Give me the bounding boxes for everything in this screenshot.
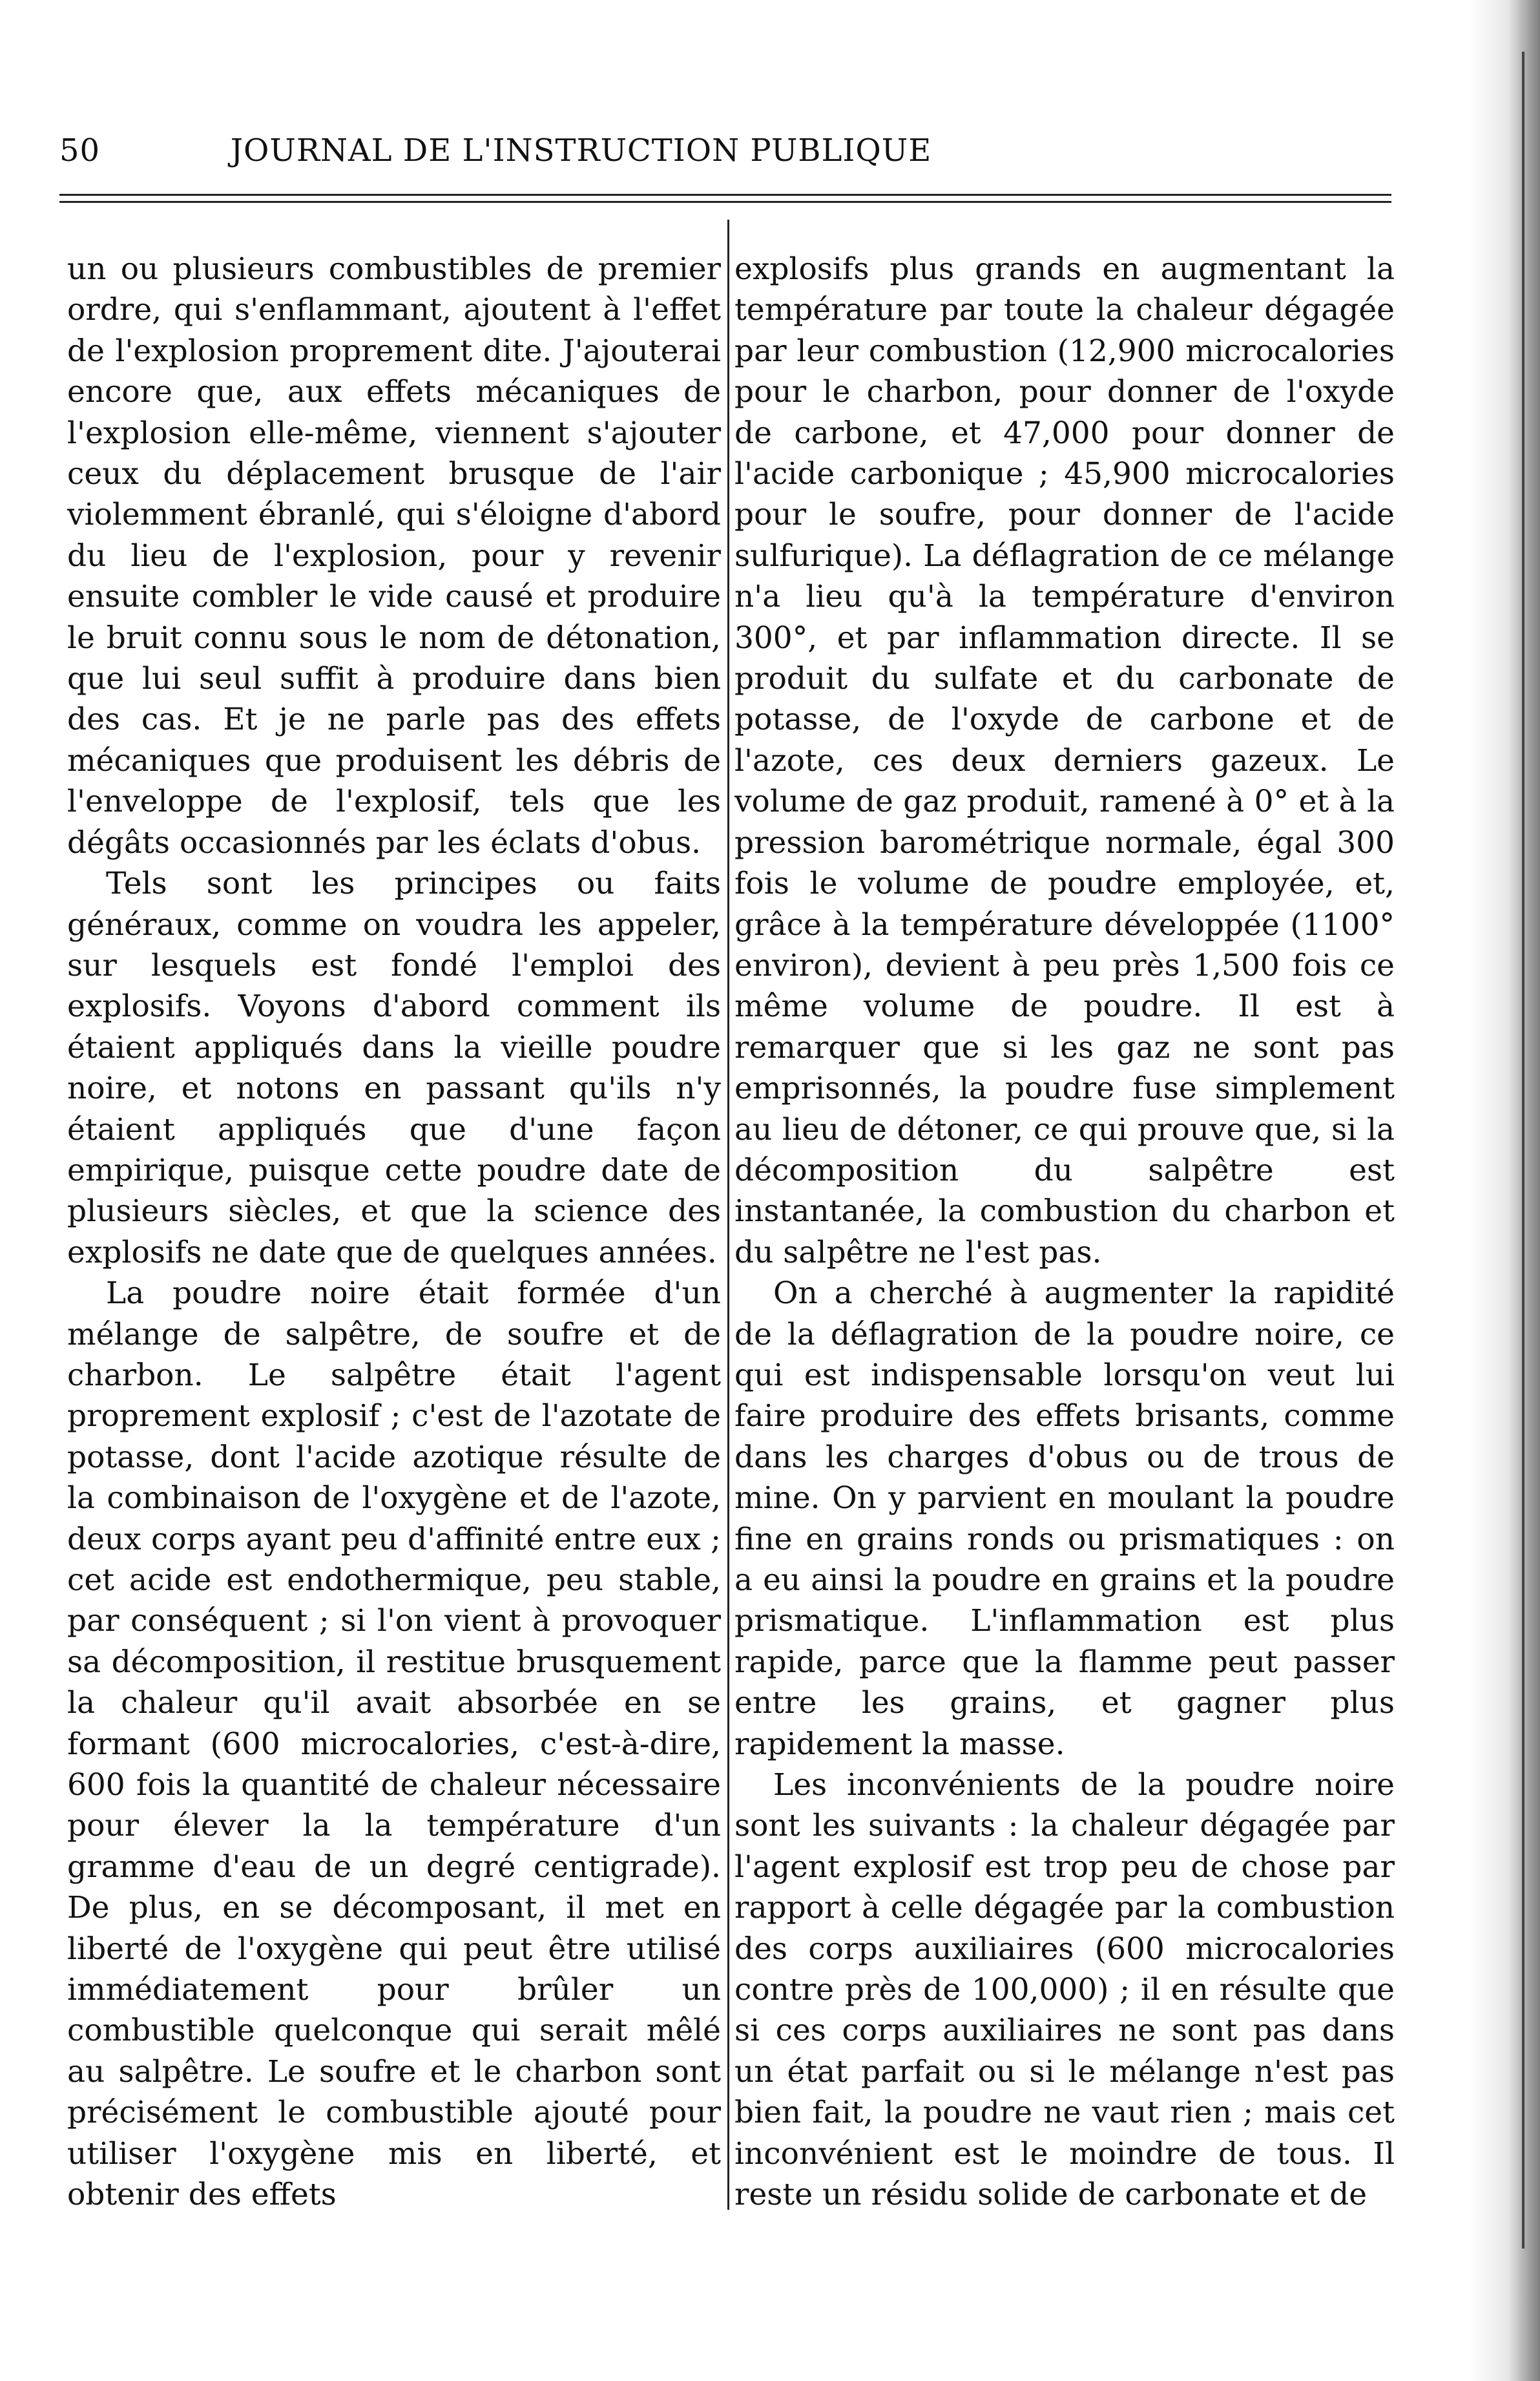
page-binding-shadow — [1469, 0, 1540, 2381]
paragraph: un ou plusieurs combustibles de premier ordre, qui s'enflammant, ajoutent à l'effet de l'explosion proprement dite. J'ajouterai encore que, aux effets mécaniques de l'explosion elle-même, viennent s'ajouter ceux du déplacement brusque de l'air violemment ébranlé, qui s'éloigne d'abord du lieu de l'explosion, pour y revenir ensuite combler le vide causé et produire le bruit connu sous le nom de détonation, que lui seul suffit à produire dans bien des cas. Et je ne parle pas des effets mécaniques que produisent les débris de l'enveloppe de l'explosif, tels que les dégâts occasionnés par les éclats d'obus. — [67, 251, 721, 861]
paragraph: Tels sont les principes ou faits généraux, comme on voudra les appeler, sur lesquels est fondé l'emploi des explosifs. Voyons d'abord comment ils étaient appliqués dans la vieille poudre noire, et notons en passant qu'ils n'y étaient appliqués que d'une façon empirique, puisque cette poudre date de plusieurs siècles, et que la science des explosifs ne date que de quelques années. — [67, 866, 721, 1270]
column-divider — [727, 220, 729, 2210]
paragraph: La poudre noire était formée d'un mélange de salpêtre, de soufre et de charbon. Le salpêtre était l'agent proprement explosif ; c'est de l'azotate de potasse, dont l'acide azotique résulte de la combinaison de l'oxygène et de l'azote, deux corps ayant peu d'affinité entre eux ; cet acide est endothermique, peu stable, par conséquent ; si l'on vient à provoquer sa décomposition, il restitue brusquement la chaleur qu'il avait absorbée en se formant (600 microcalories, c'est-à-dire, 600 fois la quantité de chaleur nécessaire pour élever la la température d'un gramme d'eau de un degré centigrade). De plus, en se décomposant, il met en liberté de l'oxygène qui peut être utilisé immédiatement pour brûler un combustible quelconque qui serait mêlé au salpêtre. Le soufre et le charbon sont précisément le combustible ajouté pour utiliser l'oxygène mis en liberté, et obtenir des effets — [67, 1275, 721, 2213]
paragraph: explosifs plus grands en augmentant la température par toute la chaleur dégagée par leur combustion (12,900 microcalories pour le charbon, pour donner de l'oxyde de carbone, et 47,000 pour donner de l'acide carbonique ; 45,900 microcalories pour le soufre, pour donner de l'acide sulfurique). La déflagration de ce mélange n'a lieu qu'à la température d'environ 300°, et par inflammation directe. Il se produit du sulfate et du carbonate de potasse, de l'oxyde de carbone et de l'azote, ces deux derniers gazeux. Le volume de gaz produit, ramené à 0° et à la pression barométrique normale, égal 300 fois le volume de poudre employée, et, grâce à la température développée (1100° environ), devient à peu près 1,500 fois ce même volume de poudre. Il est à remarquer que si les gaz ne sont pas emprisonnés, la poudre fuse simplement au lieu de détoner, ce qui prouve que, si la décomposition du salpêtre est instantanée, la combustion du charbon et du salpêtre ne l'est pas. — [734, 251, 1395, 1270]
paragraph: On a cherché à augmenter la rapidité de la déflagration de la poudre noire, ce qui est indispensable lorsqu'on veut lui faire produire des effets brisants, comme dans les charges d'obus ou de trous de mine. On y parvient en moulant la poudre fine en grains ronds ou prismatiques : on a eu ainsi la poudre en grains et la poudre prismatique. L'inflammation est plus rapide, parce que la flamme peut passer entre les grains, et gagner plus rapidement la masse. — [734, 1275, 1395, 1762]
page-edge-line — [1522, 52, 1524, 2249]
running-title: JOURNAL DE L'INSTRUCTION PUBLIQUE — [230, 132, 932, 169]
page-header — [59, 132, 1103, 178]
right-column — [734, 249, 1395, 2216]
left-column — [67, 249, 721, 2216]
header-rule-top — [59, 194, 1391, 196]
paragraph: Les inconvénients de la poudre noire sont les suivants : la chaleur dégagée par l'agent explosif est trop peu de chose par rapport à celle dégagée par la combustion des corps auxiliaires (600 microcalories contre près de 100,000) ; il en résulte que si ces corps auxiliaires ne sont pas dans un état parfait ou si le mélange n'est pas bien fait, la poudre ne vaut rien ; mais cet inconvénient est le moindre de tous. Il reste un résidu solide de carbonate et de — [734, 1767, 1395, 2213]
header-rule-bottom — [59, 201, 1391, 203]
page-number: 50 — [59, 132, 101, 169]
